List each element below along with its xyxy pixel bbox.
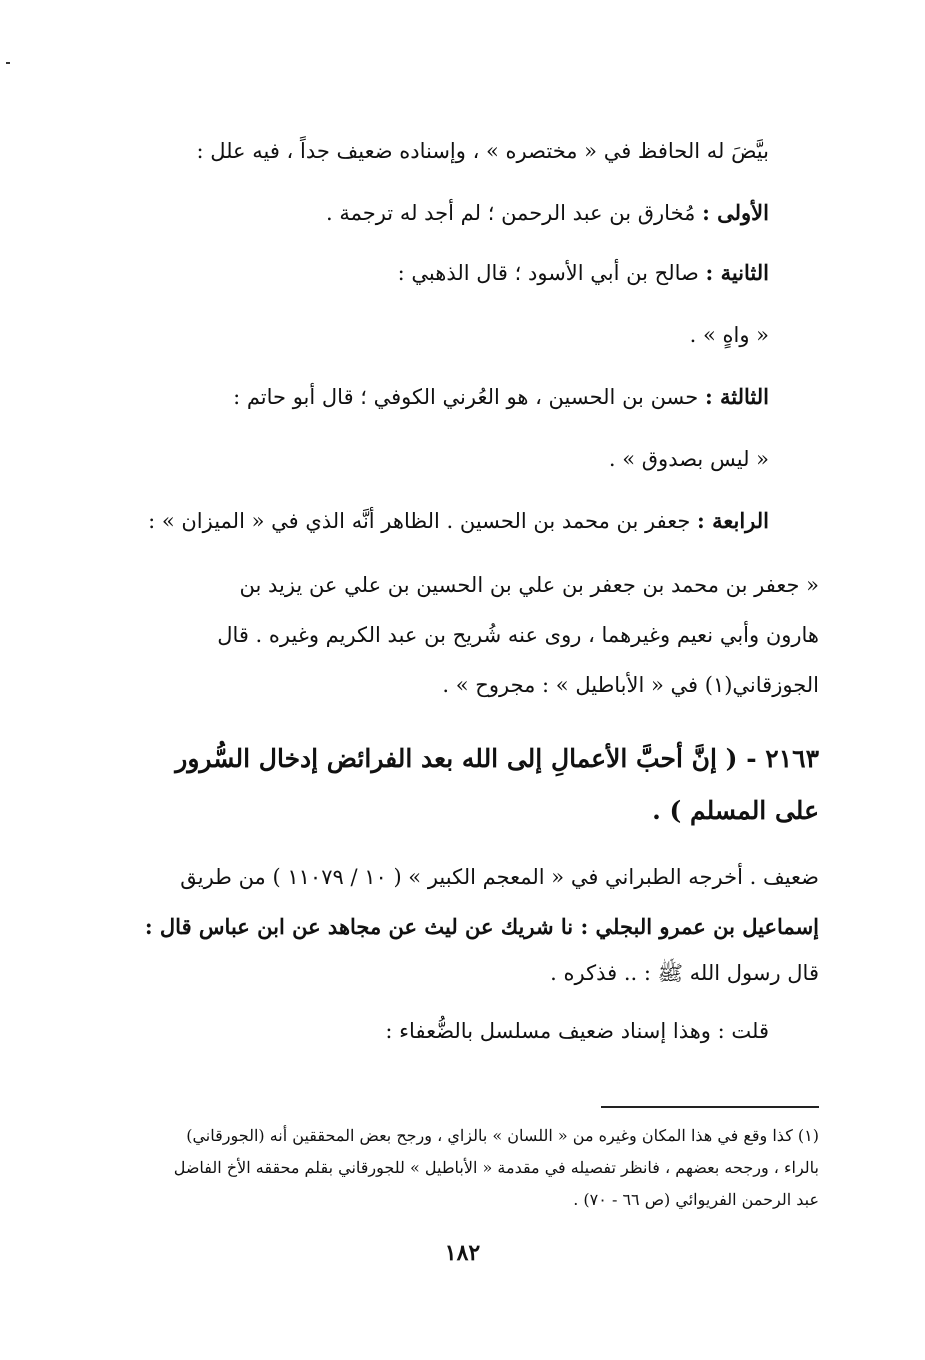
quote-line-2: « ليس بصدوق » . xyxy=(608,447,769,471)
defect-4-text: جعفر بن محمد بن الحسين . الظاهر أنَّه الذي في « الميزان » : xyxy=(148,509,691,533)
text-line-1: بيَّضَ له الحافظ في « مختصره » ، وإسناده ضعيف جداً ، فيه علل : xyxy=(196,139,769,163)
hadith-heading-line-1: ٢١٦٣ - ( إنَّ أحبَّ الأعمالِ إلى الله بعد الفرائض إدخال السُّرور xyxy=(175,744,819,773)
defect-4 xyxy=(148,506,769,536)
footnote-line-3: عبد الرحمن الفريوائي (ص ٦٦ - ٧٠) . xyxy=(573,1190,819,1209)
defect-3-text: حسن بن الحسين ، هو العُرني الكوفي ؛ قال أبو حاتم : xyxy=(233,385,699,409)
text-line-8: « جعفر بن محمد بن جعفر بن علي بن الحسين بن علي عن يزيد بن xyxy=(239,573,819,597)
defect-1-label: الأولى : xyxy=(702,200,769,225)
page-number: ١٨٢ xyxy=(444,1240,481,1266)
footnote-line-2: بالراء ، ورجحه بعضهم ، فانظر تفصيله في مقدمة « الأباطيل » للجورقاني بقلم محققه الأخ الفاضل xyxy=(173,1158,819,1177)
defect-1 xyxy=(326,198,769,228)
text-line-10: الجوزقاني(١) في « الأباطيل » : مجروح » . xyxy=(442,673,819,697)
hadith-heading-line-2: على المسلم ) . xyxy=(652,796,819,825)
grading-line-3: قال رسول الله ﷺ : .. فذكره . xyxy=(550,961,819,985)
defect-2-label: الثانية : xyxy=(705,260,769,285)
footnote-separator xyxy=(601,1106,819,1108)
text-line-9: هارون وأبي نعيم وغيرهما ، روى عنه شُريح بن عبد الكريم وغيره . قال xyxy=(217,623,819,647)
defect-4-label: الرابعة : xyxy=(697,508,769,533)
defect-2 xyxy=(398,258,769,288)
grading-line-2: إسماعيل بن عمرو البجلي : نا شريك عن ليث عن مجاهد عن ابن عباس قال : xyxy=(144,914,819,939)
defect-3-label: الثالثة : xyxy=(704,384,769,409)
defect-2-text: صالح بن أبي الأسود ؛ قال الذهبي : xyxy=(397,261,699,285)
margin-mark xyxy=(6,62,10,64)
grading-line-1: ضعيف . أخرجه الطبراني في « المعجم الكبير » ( ١٠ / ١١٠٧٩ ) من طريق xyxy=(180,865,819,889)
defect-1-text: مُخارق بن عبد الرحمن ؛ لم أجد له ترجمة . xyxy=(325,201,696,225)
defect-3 xyxy=(233,382,769,412)
grading-line-4: قلت : وهذا إسناد ضعيف مسلسل بالضُّعفاء : xyxy=(385,1019,769,1043)
quote-line-1: « واهٍ » . xyxy=(689,323,769,347)
footnote-line-1: (١) كذا وقع في هذا المكان وغيره من « اللسان » بالزاي ، ورجح بعض المحققين أنه (الجورقاني) xyxy=(186,1126,819,1145)
